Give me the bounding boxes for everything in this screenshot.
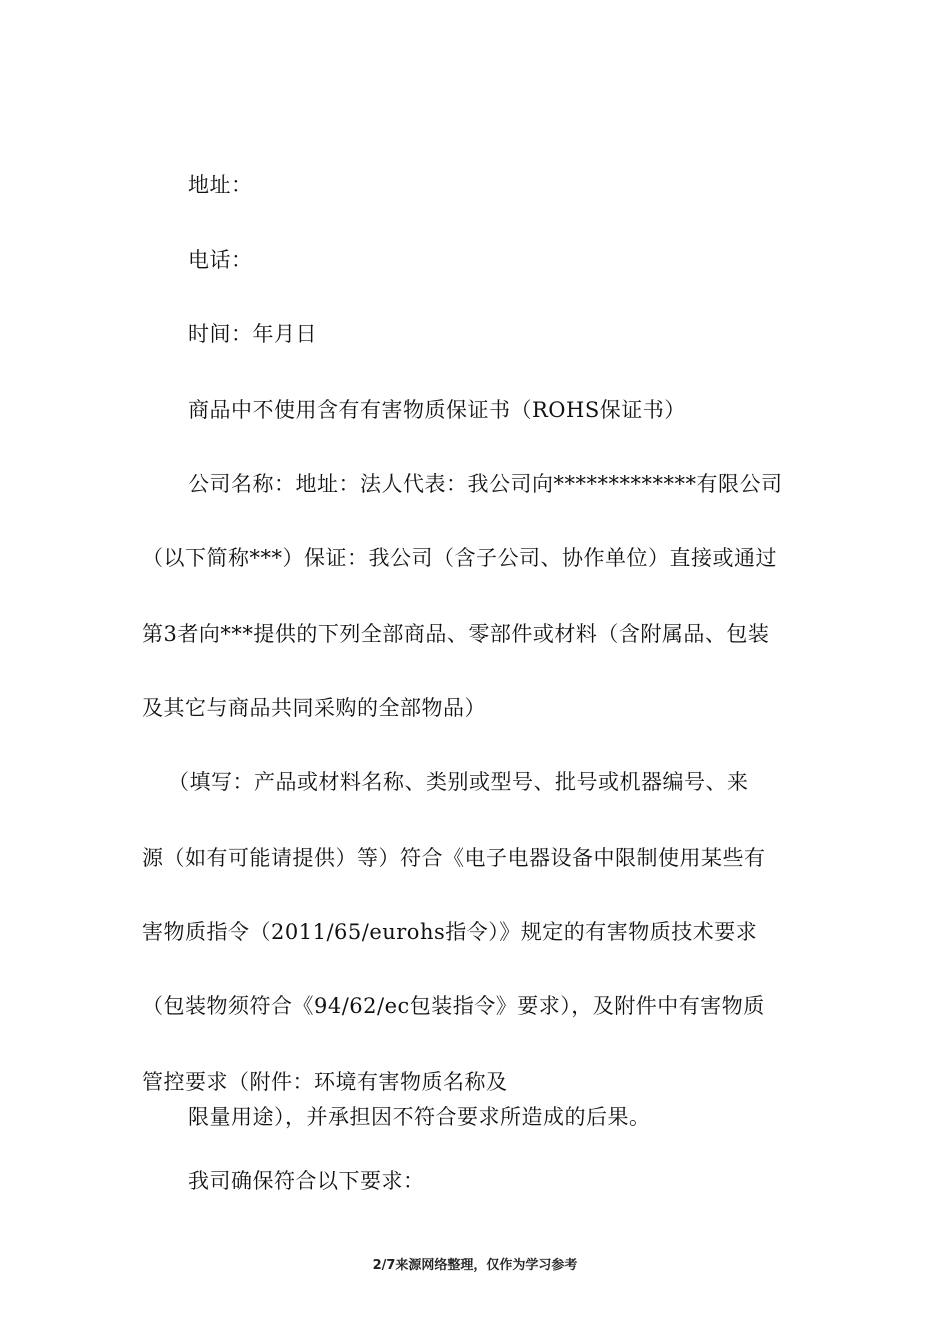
paragraph-line: 第3者向***提供的下列全部商品、零部件或材料（含附属品、包装 [142, 622, 770, 646]
document-title: 商品中不使用含有有害物质保证书（ROHS保证书） [188, 398, 686, 422]
paragraph-line: 公司名称：地址：法人代表：我公司向*************有限公司 [188, 472, 783, 496]
address-label: 地址： [188, 173, 253, 197]
date-label: 时间：年月日 [188, 322, 317, 346]
requirements-intro: 我司确保符合以下要求： [188, 1169, 425, 1193]
paragraph-line: 及其它与商品共同采购的全部物品） [142, 696, 486, 720]
paragraph-line: 害物质指令（2011/65/eurohs指令）》规定的有害物质技术要求 [142, 920, 758, 944]
paragraph-line: 限量用途），并承担因不符合要求所造成的后果。 [188, 1105, 651, 1129]
paragraph-line: 源（如有可能请提供）等）符合《电子电器设备中限制使用某些有 [142, 846, 766, 870]
paragraph-line: （包装物须符合《94/62/ec包装指令》要求），及附件中有害物质 [142, 994, 765, 1018]
paragraph-line: （填写：产品或材料名称、类别或型号、批号或机器编号、来 [168, 770, 749, 794]
paragraph-line: 管控要求（附件：环境有害物质名称及 [142, 1070, 508, 1094]
page-footer: 2/7来源网络整理，仅作为学习参考 [372, 1258, 578, 1273]
phone-label: 电话： [188, 248, 253, 272]
paragraph-line: （以下简称***）保证：我公司（含子公司、协作单位）直接或通过 [142, 546, 777, 570]
